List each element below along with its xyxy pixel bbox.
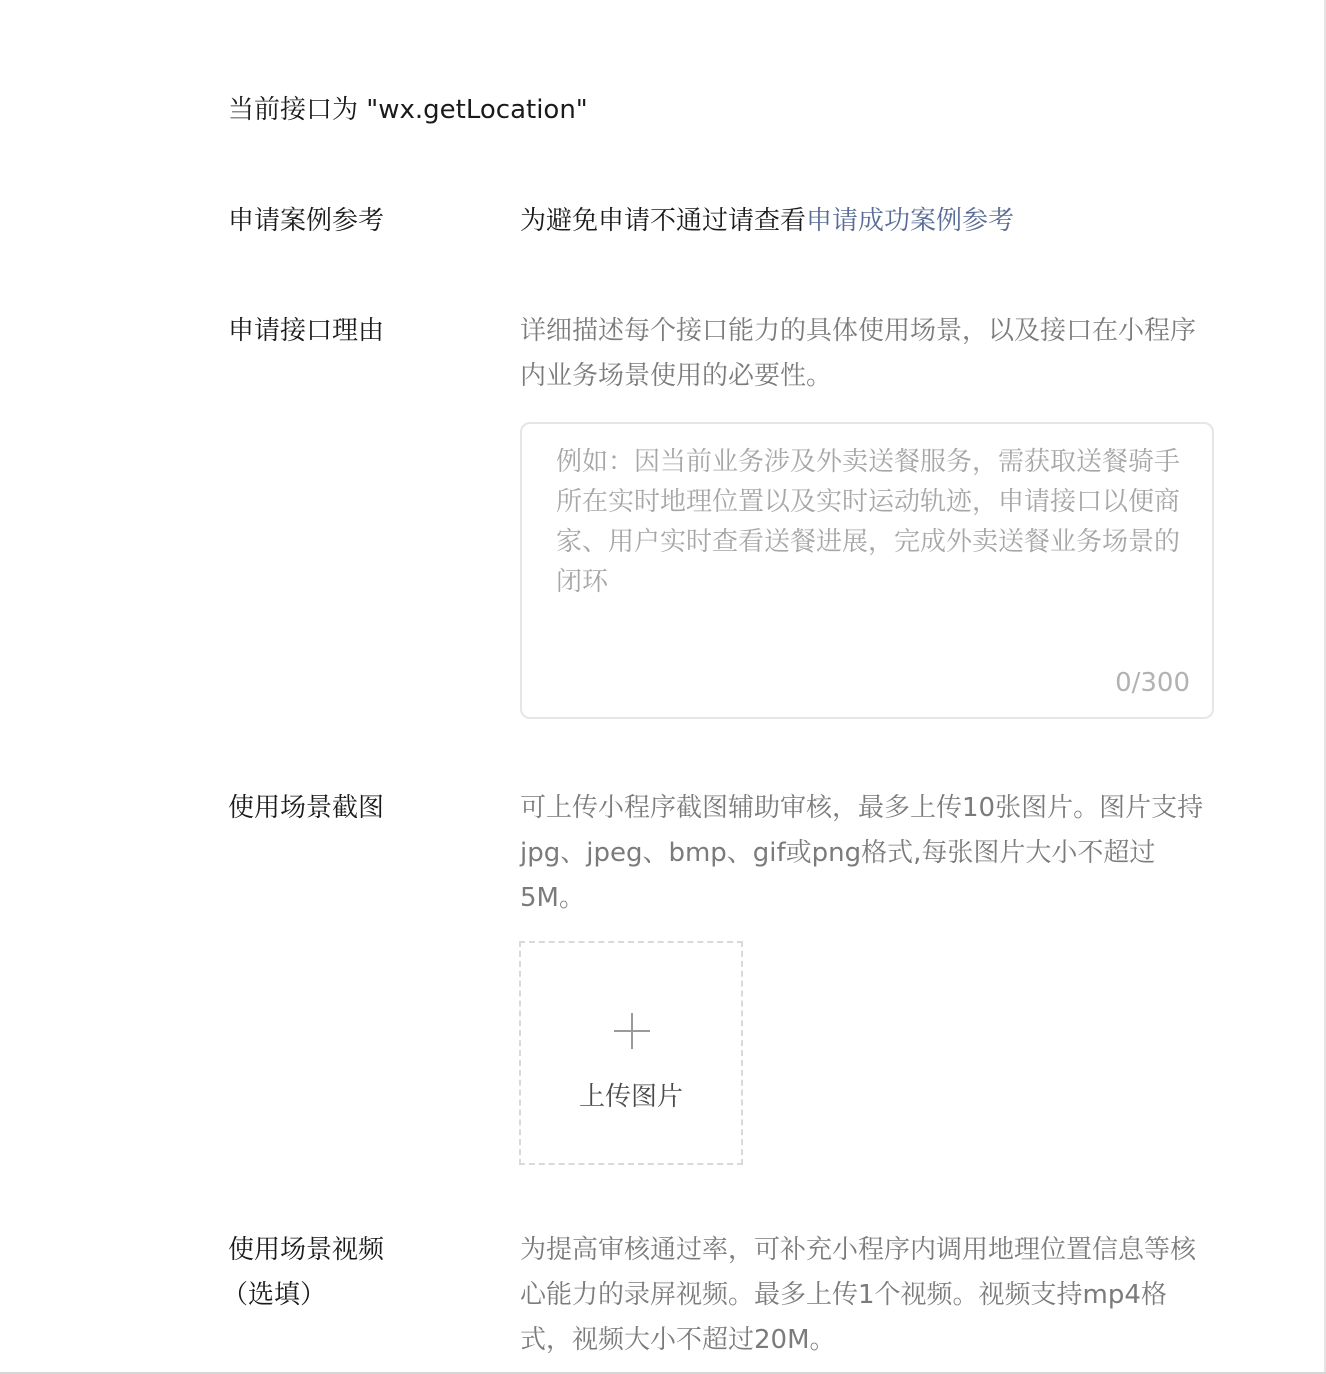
case-reference-link[interactable]: 申请成功案例参考 bbox=[806, 206, 1015, 236]
reason-char-counter: 0/300 bbox=[1115, 668, 1190, 698]
screenshot-label: 使用场景截图 bbox=[228, 793, 385, 823]
case-reference-text: 为避免申请不通过请查看 bbox=[520, 206, 807, 236]
reason-hint: 详细描述每个接口能力的具体使用场景，以及接口在小程序内业务场景使用的必要性。 bbox=[520, 316, 1197, 391]
upload-image-button[interactable] bbox=[519, 941, 743, 1165]
video-hint: 为提高审核通过率，可补充小程序内调用地理位置信息等核心能力的录屏视频。最多上传1个视频。视频支持mp4格式，视频大小不超过20M。 bbox=[520, 1235, 1197, 1355]
case-reference-content bbox=[520, 199, 1220, 244]
video-optional-label: （选填） bbox=[222, 1280, 327, 1310]
reason-label: 申请接口理由 bbox=[228, 316, 385, 346]
video-label: 使用场景视频 bbox=[228, 1235, 385, 1265]
plus-icon bbox=[614, 1013, 650, 1049]
screenshot-hint: 可上传小程序截图辅助审核，最多上传10张图片。图片支持jpg、jpeg、bmp、gif或png格式,每张图片大小不超过5M。 bbox=[520, 793, 1204, 913]
upload-image-label: 上传图片 bbox=[578, 1082, 683, 1112]
current-interface-title: 当前接口为 "wx.getLocation" bbox=[228, 95, 588, 125]
reason-placeholder: 例如：因当前业务涉及外卖送餐服务，需获取送餐骑手所在实时地理位置以及实时运动轨迹，申请接口以便商家、用户实时查看送餐进展，完成外卖送餐业务场景的闭环 bbox=[556, 447, 1181, 597]
case-reference-label: 申请案例参考 bbox=[228, 206, 385, 236]
reason-textarea[interactable] bbox=[520, 422, 1214, 719]
